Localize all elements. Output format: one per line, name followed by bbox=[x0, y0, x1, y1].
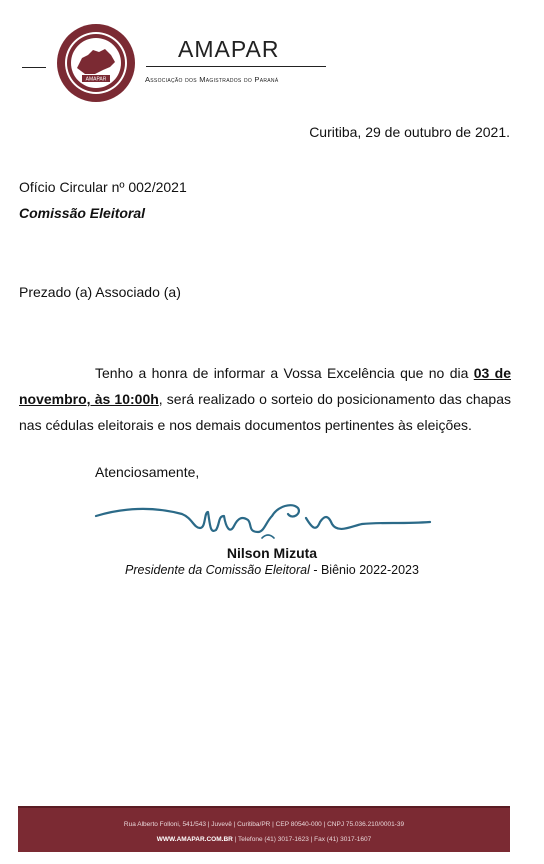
handwritten-signature bbox=[92, 494, 432, 546]
header-left-rule bbox=[22, 67, 46, 68]
signer-title bbox=[0, 563, 544, 577]
footer-contact-line bbox=[18, 836, 510, 843]
body-paragraph bbox=[19, 360, 511, 438]
closing: Atenciosamente, bbox=[95, 464, 200, 480]
brand-name: AMAPAR bbox=[178, 36, 280, 62]
footer-contacts: | Telefone (41) 3017-1623 | Fax (41) 3017-1607 bbox=[232, 836, 372, 843]
signer-title-term: - Biênio 2022-2023 bbox=[309, 563, 419, 577]
brand-subtitle: Associação dos Magistrados do Paraná bbox=[145, 75, 279, 84]
paragraph-highlight: 03 de novembro, às 10:00h bbox=[19, 365, 511, 407]
seal-label: AMAPAR bbox=[85, 76, 107, 83]
letter-date: Curitiba, 29 de outubro de 2021. bbox=[309, 124, 510, 140]
signer-name: Nilson Mizuta bbox=[226, 545, 318, 561]
footer-website-link[interactable]: WWW.AMAPAR.COM.BR bbox=[156, 836, 233, 843]
letter-reference: Ofício Circular nº 002/2021 bbox=[19, 179, 187, 195]
footer-address: Rua Alberto Folloni, 541/543 | Juvevê | Curitiba/PR | CEP 80540-000 | CNPJ 75.036.210/0001-39 bbox=[123, 821, 405, 828]
signer-title-role: Presidente da Comissão Eleitoral bbox=[125, 563, 310, 577]
footer-top-rule bbox=[18, 806, 510, 808]
footer-bar bbox=[18, 806, 510, 852]
paragraph-rest: , será realizado o sorteio do posicionamento das chapas nas cédulas eleitorais e nos demais documentos pertinentes às eleições. bbox=[19, 391, 511, 433]
paragraph-intro: Tenho a honra de informar a Vossa Excelência que no dia bbox=[95, 365, 474, 381]
amapar-seal-logo bbox=[55, 22, 137, 104]
committee-title: Comissão Eleitoral bbox=[19, 205, 146, 221]
brand-rule bbox=[146, 66, 326, 67]
salutation: Prezado (a) Associado (a) bbox=[19, 284, 181, 300]
